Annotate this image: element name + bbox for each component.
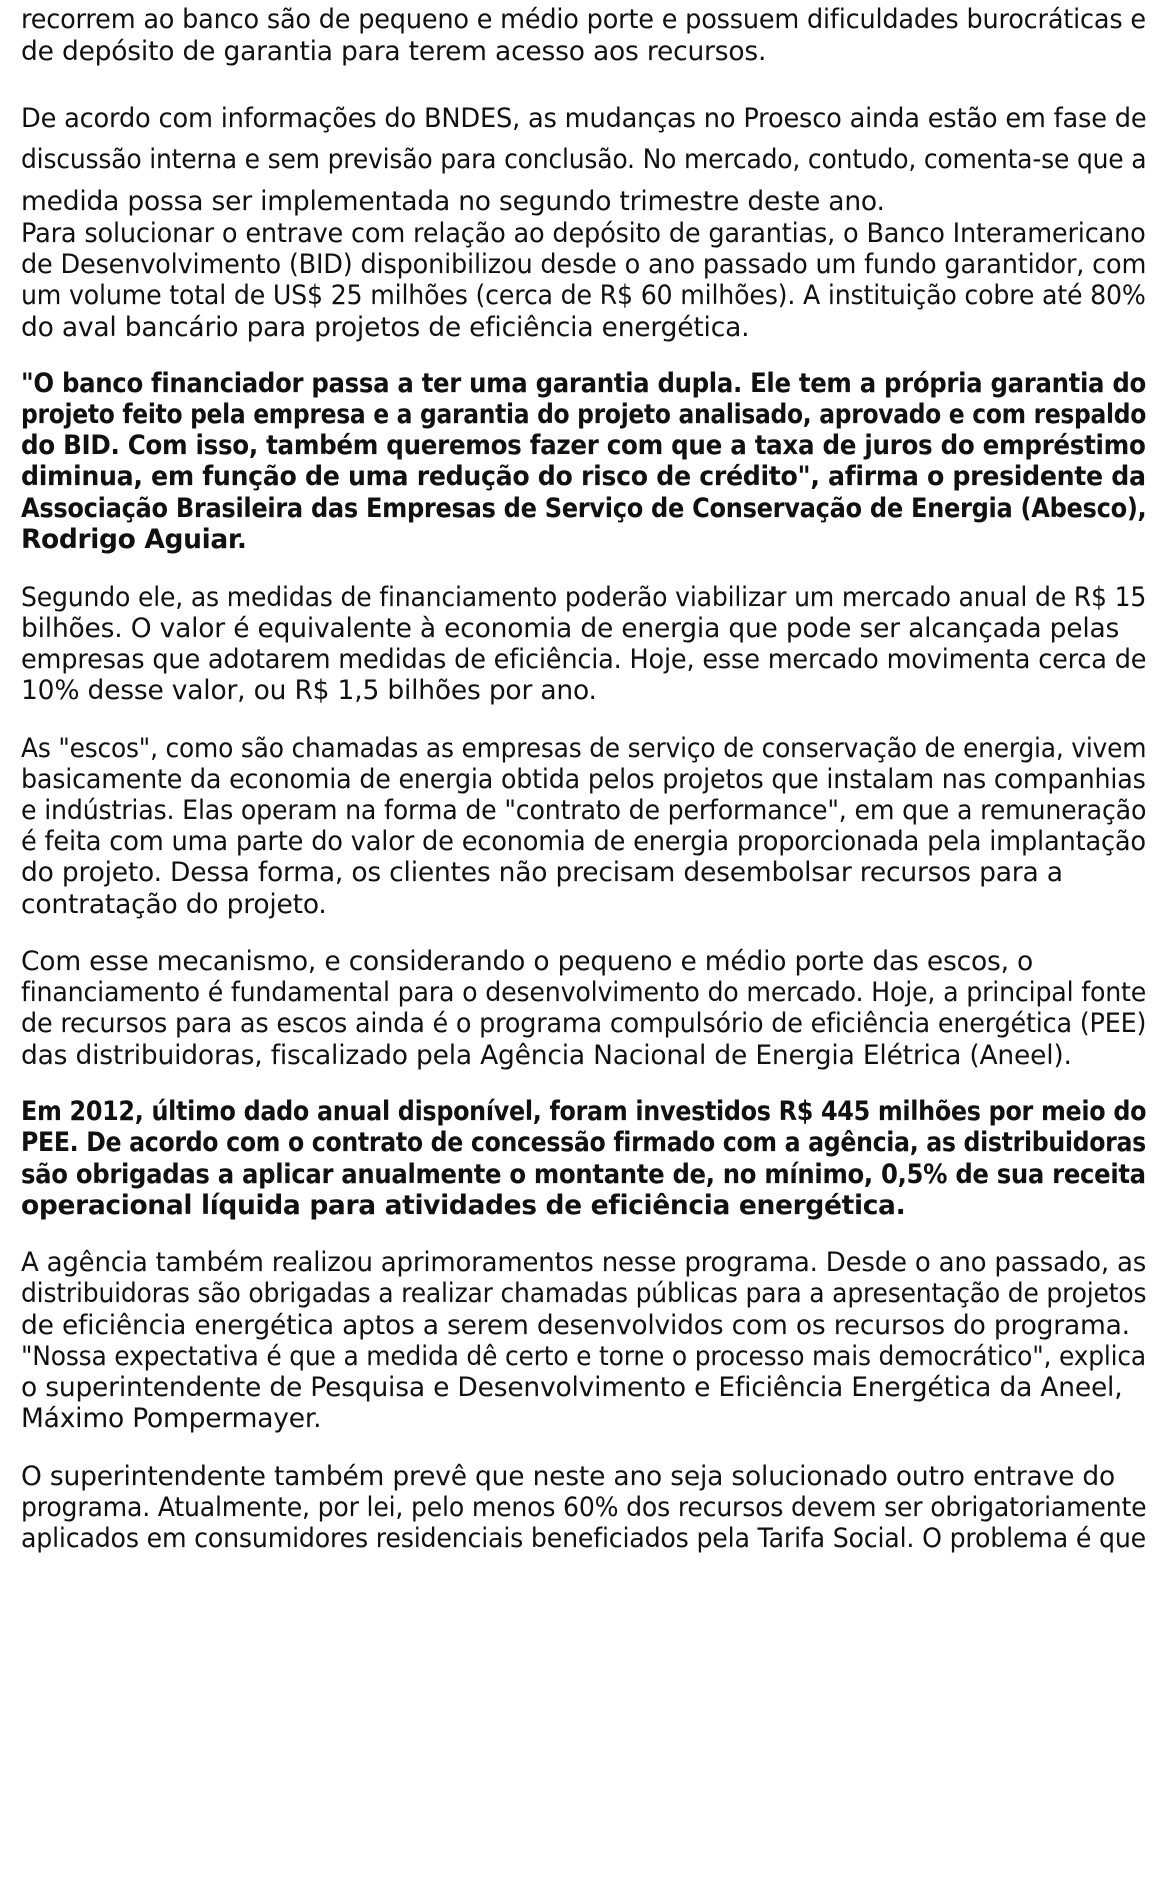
text-line: das distribuidoras, fiscalizado pela Agência Nacional de Energia Elétrica (Aneel). xyxy=(21,1040,1072,1071)
text-line: do projeto. Dessa forma, os clientes não precisam desembolsar recursos para a xyxy=(21,857,1063,888)
text-line: é feita com uma parte do valor de economia de energia proporcionada pela implantação xyxy=(21,826,1146,857)
text-line: aplicados em consumidores residenciais beneficiados pela Tarifa Social. O problema é que xyxy=(21,1523,1146,1554)
quote-line: Associação Brasileira das Empresas de Serviço de Conservação de Energia (Abesco), xyxy=(21,493,1147,524)
text-line: e indústrias. Elas operam na forma de "contrato de performance", em que a remuneração xyxy=(21,795,1147,826)
text-line: bilhões. O valor é equivalente à economia de energia que pode ser alcançada pelas xyxy=(21,613,1120,644)
text-line: empresas que adotarem medidas de eficiência. Hoje, esse mercado movimenta cerca de xyxy=(21,644,1147,675)
text-line: Para solucionar o entrave com relação ao depósito de garantias, o Banco Interamericano xyxy=(21,218,1146,249)
text-line: de depósito de garantia para terem acesso aos recursos. xyxy=(21,36,767,67)
text-line: de Desenvolvimento (BID) disponibilizou desde o ano passado um fundo garantidor, com xyxy=(21,249,1147,280)
text-line: medida possa ser implementada no segundo trimestre deste ano. xyxy=(21,186,885,217)
text-line: 10% desse valor, ou R$ 1,5 bilhões por ano. xyxy=(21,675,597,706)
text-line: recorrem ao banco são de pequeno e médio porte e possuem dificuldades burocráticas e xyxy=(21,4,1146,35)
highlight-line: são obrigadas a aplicar anualmente o montante de, no mínimo, 0,5% de sua receita xyxy=(21,1159,1146,1190)
quote-line: do BID. Com isso, também queremos fazer com que a taxa de juros do empréstimo xyxy=(21,430,1146,461)
text-line: Segundo ele, as medidas de financiamento poderão viabilizar um mercado anual de R$ 15 xyxy=(21,582,1147,613)
text-line: O superintendente também prevê que neste ano seja solucionado outro entrave do xyxy=(21,1461,1116,1492)
quote-line: Rodrigo Aguiar. xyxy=(21,524,247,555)
text-line: De acordo com informações do BNDES, as mudanças no Proesco ainda estão em fase de xyxy=(21,103,1147,134)
text-line: Máximo Pompermayer. xyxy=(21,1403,322,1434)
text-line: A agência também realizou aprimoramentos nesse programa. Desde o ano passado, as xyxy=(21,1247,1147,1278)
text-line: um volume total de US$ 25 milhões (cerca de R$ 60 milhões). A instituição cobre até 80% xyxy=(21,280,1146,311)
text-line: financiamento é fundamental para o desenvolvimento do mercado. Hoje, a principal fonte xyxy=(21,977,1147,1008)
text-line: distribuidoras são obrigadas a realizar chamadas públicas para a apresentação de projetos xyxy=(21,1278,1147,1309)
text-line: contratação do projeto. xyxy=(21,889,327,920)
text-line: o superintendente de Pesquisa e Desenvolvimento e Eficiência Energética da Aneel, xyxy=(21,1372,1123,1403)
text-line: de recursos para as escos ainda é o programa compulsório de eficiência energética (PEE) xyxy=(21,1008,1147,1039)
text-line: programa. Atualmente, por lei, pelo menos 60% dos recursos devem ser obrigatoriamente xyxy=(21,1492,1147,1523)
text-line: do aval bancário para projetos de eficiência energética. xyxy=(21,312,750,343)
quote-line: "O banco financiador passa a ter uma garantia dupla. Ele tem a própria garantia do xyxy=(21,368,1146,399)
highlight-line: Em 2012, último dado anual disponível, foram investidos R$ 445 milhões por meio do xyxy=(21,1096,1147,1127)
text-line: discussão interna e sem previsão para conclusão. No mercado, contudo, comenta-se que a xyxy=(21,144,1147,175)
text-line: de eficiência energética aptos a serem desenvolvidos com os recursos do programa. xyxy=(21,1310,1130,1341)
quote-line: diminua, em função de uma redução do risco de crédito", afirma o presidente da xyxy=(21,461,1146,492)
quote-line: projeto feito pela empresa e a garantia do projeto analisado, aprovado e com respaldo xyxy=(21,399,1147,430)
highlight-line: PEE. De acordo com o contrato de concessão firmado com a agência, as distribuidoras xyxy=(21,1127,1146,1158)
text-line: As "escos", como são chamadas as empresas de serviço de conservação de energia, vivem xyxy=(21,733,1147,764)
highlight-line: operacional líquida para atividades de eficiência energética. xyxy=(21,1190,906,1221)
text-line: basicamente da economia de energia obtida pelos projetos que instalam nas companhias xyxy=(21,764,1146,795)
text-line: Com esse mecanismo, e considerando o pequeno e médio porte das escos, o xyxy=(21,946,1034,977)
text-line: "Nossa expectativa é que a medida dê certo e torne o processo mais democrático", explica xyxy=(21,1341,1147,1372)
